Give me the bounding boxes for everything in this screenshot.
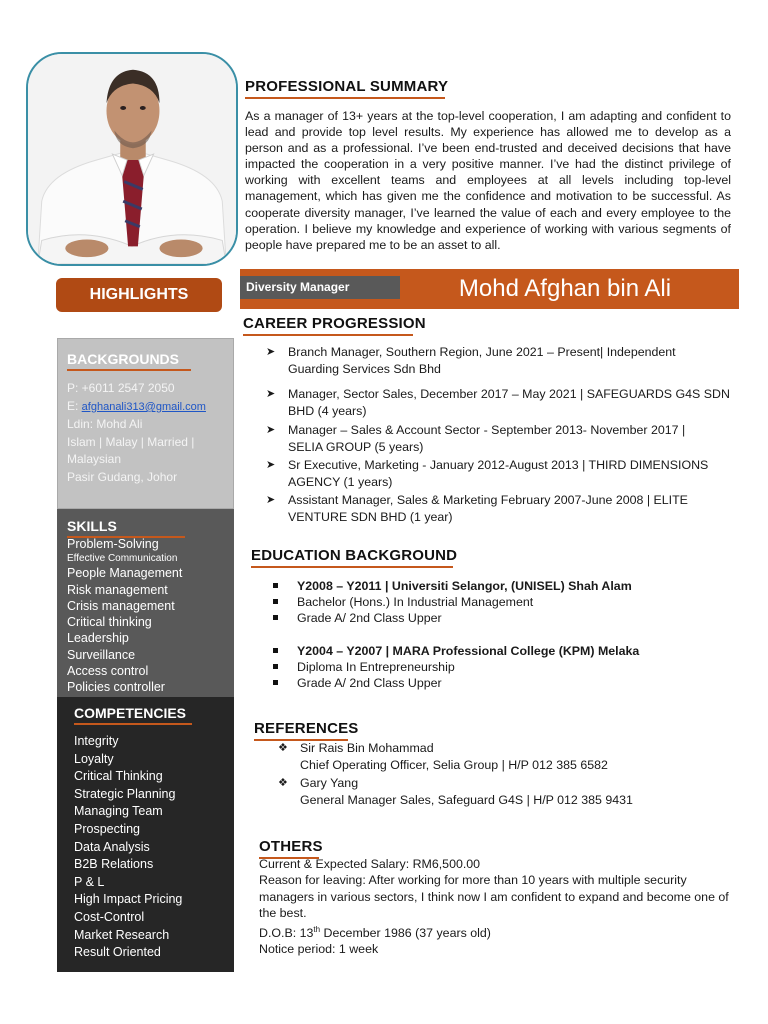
- email-line: E: afghanali313@gmail.com: [67, 399, 206, 413]
- personal-line-2: Malaysian: [67, 452, 122, 466]
- skill-item: Leadership: [67, 631, 129, 646]
- reference-detail: General Manager Sales, Safeguard G4S | H/P 012 385 9431: [300, 793, 633, 807]
- education-heading: Y2004 – Y2007 | MARA Professional College (KPM) Melaka: [297, 643, 639, 659]
- skill-item: People Management: [67, 566, 183, 581]
- competencies-title: COMPETENCIES: [74, 705, 192, 725]
- salary-text: Current & Expected Salary: RM6,500.00: [259, 857, 481, 871]
- notice-text: Notice period: 1 week: [259, 942, 379, 957]
- square-bullet-icon: [273, 583, 278, 588]
- competency-item: B2B Relations: [74, 857, 154, 872]
- competency-item: Prospecting: [74, 821, 141, 836]
- skill-item: Risk management: [67, 582, 168, 597]
- diamond-bullet-icon: ❖: [278, 742, 288, 754]
- competency-item: Data Analysis: [74, 839, 150, 854]
- location-text: Pasir Gudang, Johor: [67, 470, 178, 484]
- education-line: Bachelor (Hons.) In Industrial Management: [297, 594, 632, 610]
- competency-item: P & L: [74, 874, 105, 889]
- diamond-bullet-icon: ❖: [278, 777, 288, 789]
- reason-line-1: Reason for leaving: After working for more than 10 years with multiple security: [259, 873, 687, 888]
- linkedin-text: Ldin: Mohd Ali: [67, 417, 143, 431]
- education-line: Grade A/ 2nd Class Upper: [297, 675, 639, 691]
- square-bullet-icon: [273, 664, 278, 669]
- skill-item: Effective Communication: [67, 553, 178, 565]
- references-title: REFERENCES: [254, 720, 359, 741]
- square-bullet-icon: [273, 648, 278, 653]
- arrow-bullet-icon: ➤: [266, 388, 276, 400]
- reason-line-3: the best.: [259, 906, 307, 921]
- square-bullet-icon: [273, 599, 278, 604]
- competency-item: Market Research: [74, 927, 170, 942]
- summary-title: PROFESSIONAL SUMMARY: [245, 78, 448, 99]
- career-item: ➤ Assistant Manager, Sales & Marketing February 2007-June 2008 | ELITE VENTURE SDN BHD (1 year): [266, 493, 688, 524]
- career-item: ➤ Sr Executive, Marketing - January 2012-August 2013 | THIRD DIMENSIONS AGENCY (1 years): [266, 458, 709, 489]
- arrow-bullet-icon: ➤: [266, 494, 276, 506]
- competency-item: Managing Team: [74, 804, 163, 819]
- arrow-bullet-icon: ➤: [266, 424, 276, 436]
- reference-item: [278, 740, 608, 774]
- competency-item: Result Oriented: [74, 945, 161, 960]
- education-line: Grade A/ 2nd Class Upper: [297, 610, 632, 626]
- education-entry: [297, 643, 639, 691]
- skills-list: [67, 536, 182, 696]
- competency-item: Strategic Planning: [74, 786, 176, 801]
- personal-line-1: Islam | Malay | Married |: [67, 435, 195, 449]
- career-item: ➤ Manager, Sector Sales, December 2017 – May 2021 | SAFEGUARDS G4S SDN BHD (4 years): [266, 387, 730, 418]
- career-item: ➤ Manager – Sales & Account Sector - September 2013- November 2017 | SELIA GROUP (5 years): [266, 423, 686, 454]
- arrow-bullet-icon: ➤: [266, 346, 276, 358]
- competency-item: Integrity: [74, 734, 119, 748]
- email-link[interactable]: afghanali313@gmail.com: [81, 401, 206, 413]
- competency-item: Critical Thinking: [74, 769, 163, 784]
- skill-item: Surveillance: [67, 647, 136, 662]
- role-label: Diversity Manager: [240, 276, 400, 299]
- skill-item: Crisis management: [67, 598, 175, 613]
- others-title: OTHERS: [259, 838, 323, 859]
- dob-text: D.O.B: 13th December 1986 (37 years old): [259, 924, 491, 940]
- education-title: EDUCATION BACKGROUND: [251, 547, 457, 568]
- competency-item: High Impact Pricing: [74, 892, 183, 907]
- education-heading: Y2008 – Y2011 | Universiti Selangor, (UNISEL) Shah Alam: [297, 578, 632, 594]
- square-bullet-icon: [273, 680, 278, 685]
- square-bullet-icon: [273, 615, 278, 620]
- competency-item: Cost-Control: [74, 909, 145, 924]
- education-entry: [297, 578, 632, 626]
- candidate-name: Mohd Afghan bin Ali: [458, 275, 672, 302]
- skill-item: Access control: [67, 664, 149, 679]
- highlights-button: HIGHLIGHTS: [56, 278, 222, 312]
- reference-item: [278, 775, 633, 809]
- education-line: Diploma In Entrepreneurship: [297, 659, 639, 675]
- competency-item: Loyalty: [74, 751, 114, 766]
- skills-title: SKILLS: [67, 518, 185, 538]
- competencies-list: [74, 733, 182, 962]
- skill-item: Policies controller: [67, 680, 165, 695]
- backgrounds-title: BACKGROUNDS: [67, 351, 191, 371]
- phone-text: P: +6011 2547 2050: [67, 381, 175, 395]
- career-title: CAREER PROGRESSION: [243, 315, 426, 336]
- skill-item: Problem-Solving: [67, 537, 159, 551]
- skill-item: Critical thinking: [67, 615, 152, 630]
- reason-line-2: managers in various sectors, I think now I am confident to expand and become one of: [259, 889, 729, 904]
- reference-name: ❖ Gary Yang: [278, 776, 359, 790]
- summary-text: As a manager of 13+ years at the top-level cooperation, I am adapting and confident to lead and provide top level results. My experience has allowed me to develop as a person and as a professional. I’ve been end-trusted and deceived decisions that have impacted the cooperation in a very positive manner. I’ve had the distinct privilege of working with excellent teams and employees at all levels including top-level management, which has given me the confidence and motivation to be successful. As cooperate diversity manager, I’ve learned the value of each and every employee to the operation. I believe my knowledge and experience of working with various segments of people have prepared me to be an asset to all.: [245, 109, 731, 252]
- career-item: ➤ Branch Manager, Southern Region, June 2021 – Present| Independent Guarding Services Sdn Bhd: [266, 345, 676, 376]
- reference-name: ❖ Sir Rais Bin Mohammad: [278, 741, 434, 755]
- profile-photo: [26, 52, 238, 266]
- reference-detail: Chief Operating Officer, Selia Group | H/P 012 385 6582: [300, 758, 608, 772]
- others-block: [259, 856, 759, 958]
- arrow-bullet-icon: ➤: [266, 459, 276, 471]
